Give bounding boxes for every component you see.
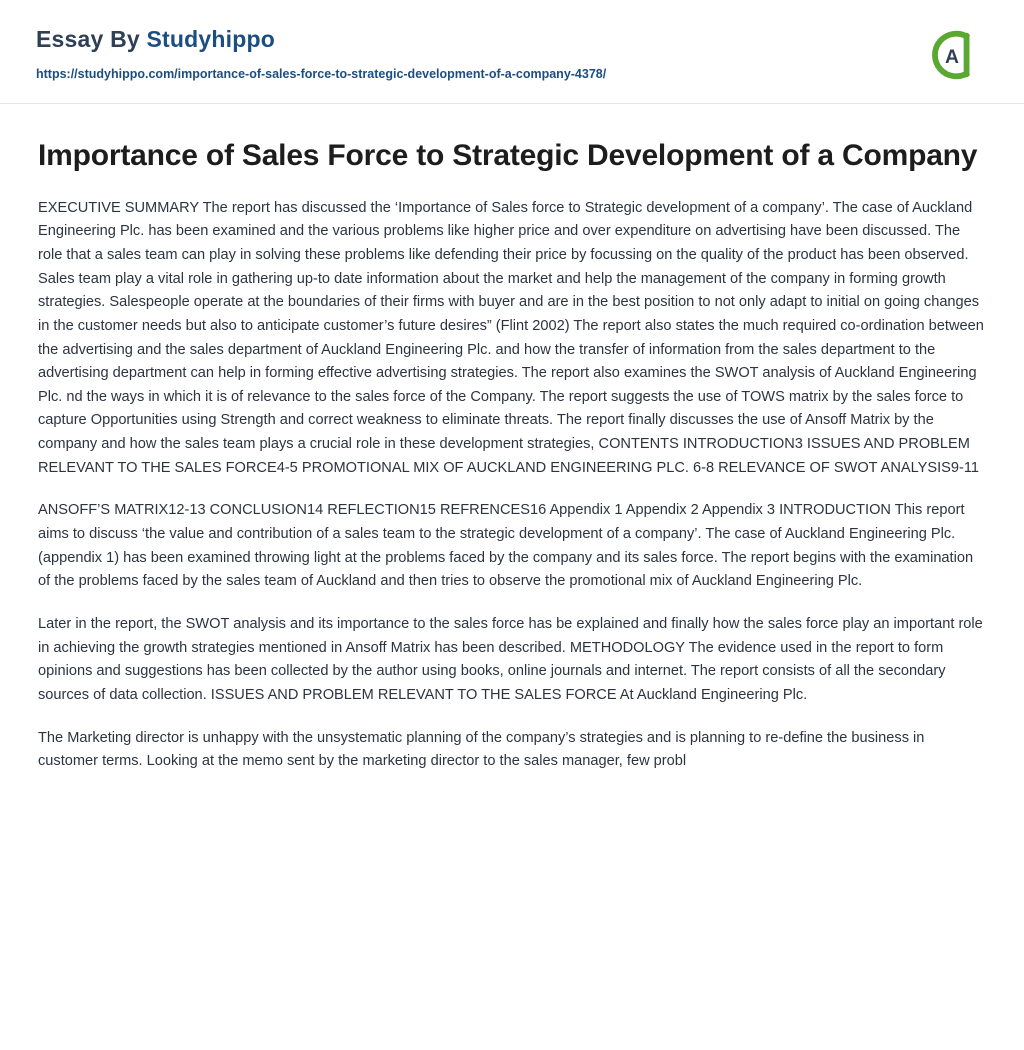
paragraph-3: Later in the report, the SWOT analysis and its importance to the sales force has be explained and finally how the sales force play an important role in achieving the growth strategies mentioned in Ansoff Matrix has been described. METHODOLOGY The evidence used in the report to form opinions and suggestions has been collected by the author using books, online journals and internet. The report consists of all the secondary sources of data collection. ISSUES AND PROBLEM RELEVANT TO THE SALES FORCE At Auckland Engineering Plc. (38, 615, 983, 703)
source-url-link[interactable]: https://studyhippo.com/importance-of-sales-force-to-strategic-development-of-a-company-4378/ (36, 67, 607, 81)
page-title: Importance of Sales Force to Strategic Development of a Company (38, 139, 978, 173)
document-content (0, 104, 1024, 804)
brand-prefix: Essay By (36, 26, 147, 52)
brand-name: Studyhippo (146, 26, 275, 52)
site-header (0, 0, 1024, 104)
brand-title (36, 26, 988, 53)
studyhippo-logo-icon (922, 24, 984, 86)
paragraph-1: EXECUTIVE SUMMARY The report has discussed the ‘Importance of Sales force to Strategic development of a company’. The case of Auckland Engineering Plc. has been examined and the various problems like higher price and over expenditure on advertising have been discussed. The role that a sales team can play in solving these problems like defending their price by focussing on the quality of the product has been observed. Sales team play a vital role in gathering up-to date information about the market and help the management of the company in forming growth strategies. Salespeople operate at the boundaries of their firms with buyer and are in the best position to not only adapt to initial on going changes in the customer needs but also to anticipate customer’s future desires” (Flint 2002) The report also states the much required co-ordination between the advertising and the sales department of Auckland Engineering Plc. and how the transfer of information from the sales department to the advertising department can help in forming effective advertising strategies. The report also examines the SWOT analysis of Auckland Engineering Plc. nd the ways in which it is of relevance to the sales force of the Company. The report suggests the use of TOWS matrix by the sales force to capture Opportunities using Strength and correct weakness to eliminate threats. The report finally discusses the use of Ansoff Matrix by the company and how the sales team plays a crucial role in these development strategies, CONTENTS INTRODUCTION3 ISSUES AND PROBLEM RELEVANT TO THE SALES FORCE4-5 PROMOTIONAL MIX OF AUCKLAND ENGINEERING PLC. 6-8 RELEVANCE OF SWOT ANALYSIS9-11 (38, 199, 984, 476)
paragraph-2: ANSOFF’S MATRIX12-13 CONCLUSION14 REFLECTION15 REFRENCES16 Appendix 1 Appendix 2 Appendix 3 INTRODUCTION This report aims to discuss ‘the value and contribution of a sales team to the strategic development of a company’. The case of Auckland Engineering Plc. (appendix 1) has been examined throwing light at the problems faced by the company and its sales force. The report begins with the examination of the problems faced by the sales team of Auckland and then tries to observe the promotional mix of Auckland Engineering Plc. (38, 502, 974, 590)
logo-letter: A (945, 45, 960, 68)
paragraph-4: The Marketing director is unhappy with the unsystematic planning of the company’s strategies and is planning to re-define the business in customer terms. Looking at the memo sent by the marketing director to the sales manager, few probl (38, 729, 925, 770)
